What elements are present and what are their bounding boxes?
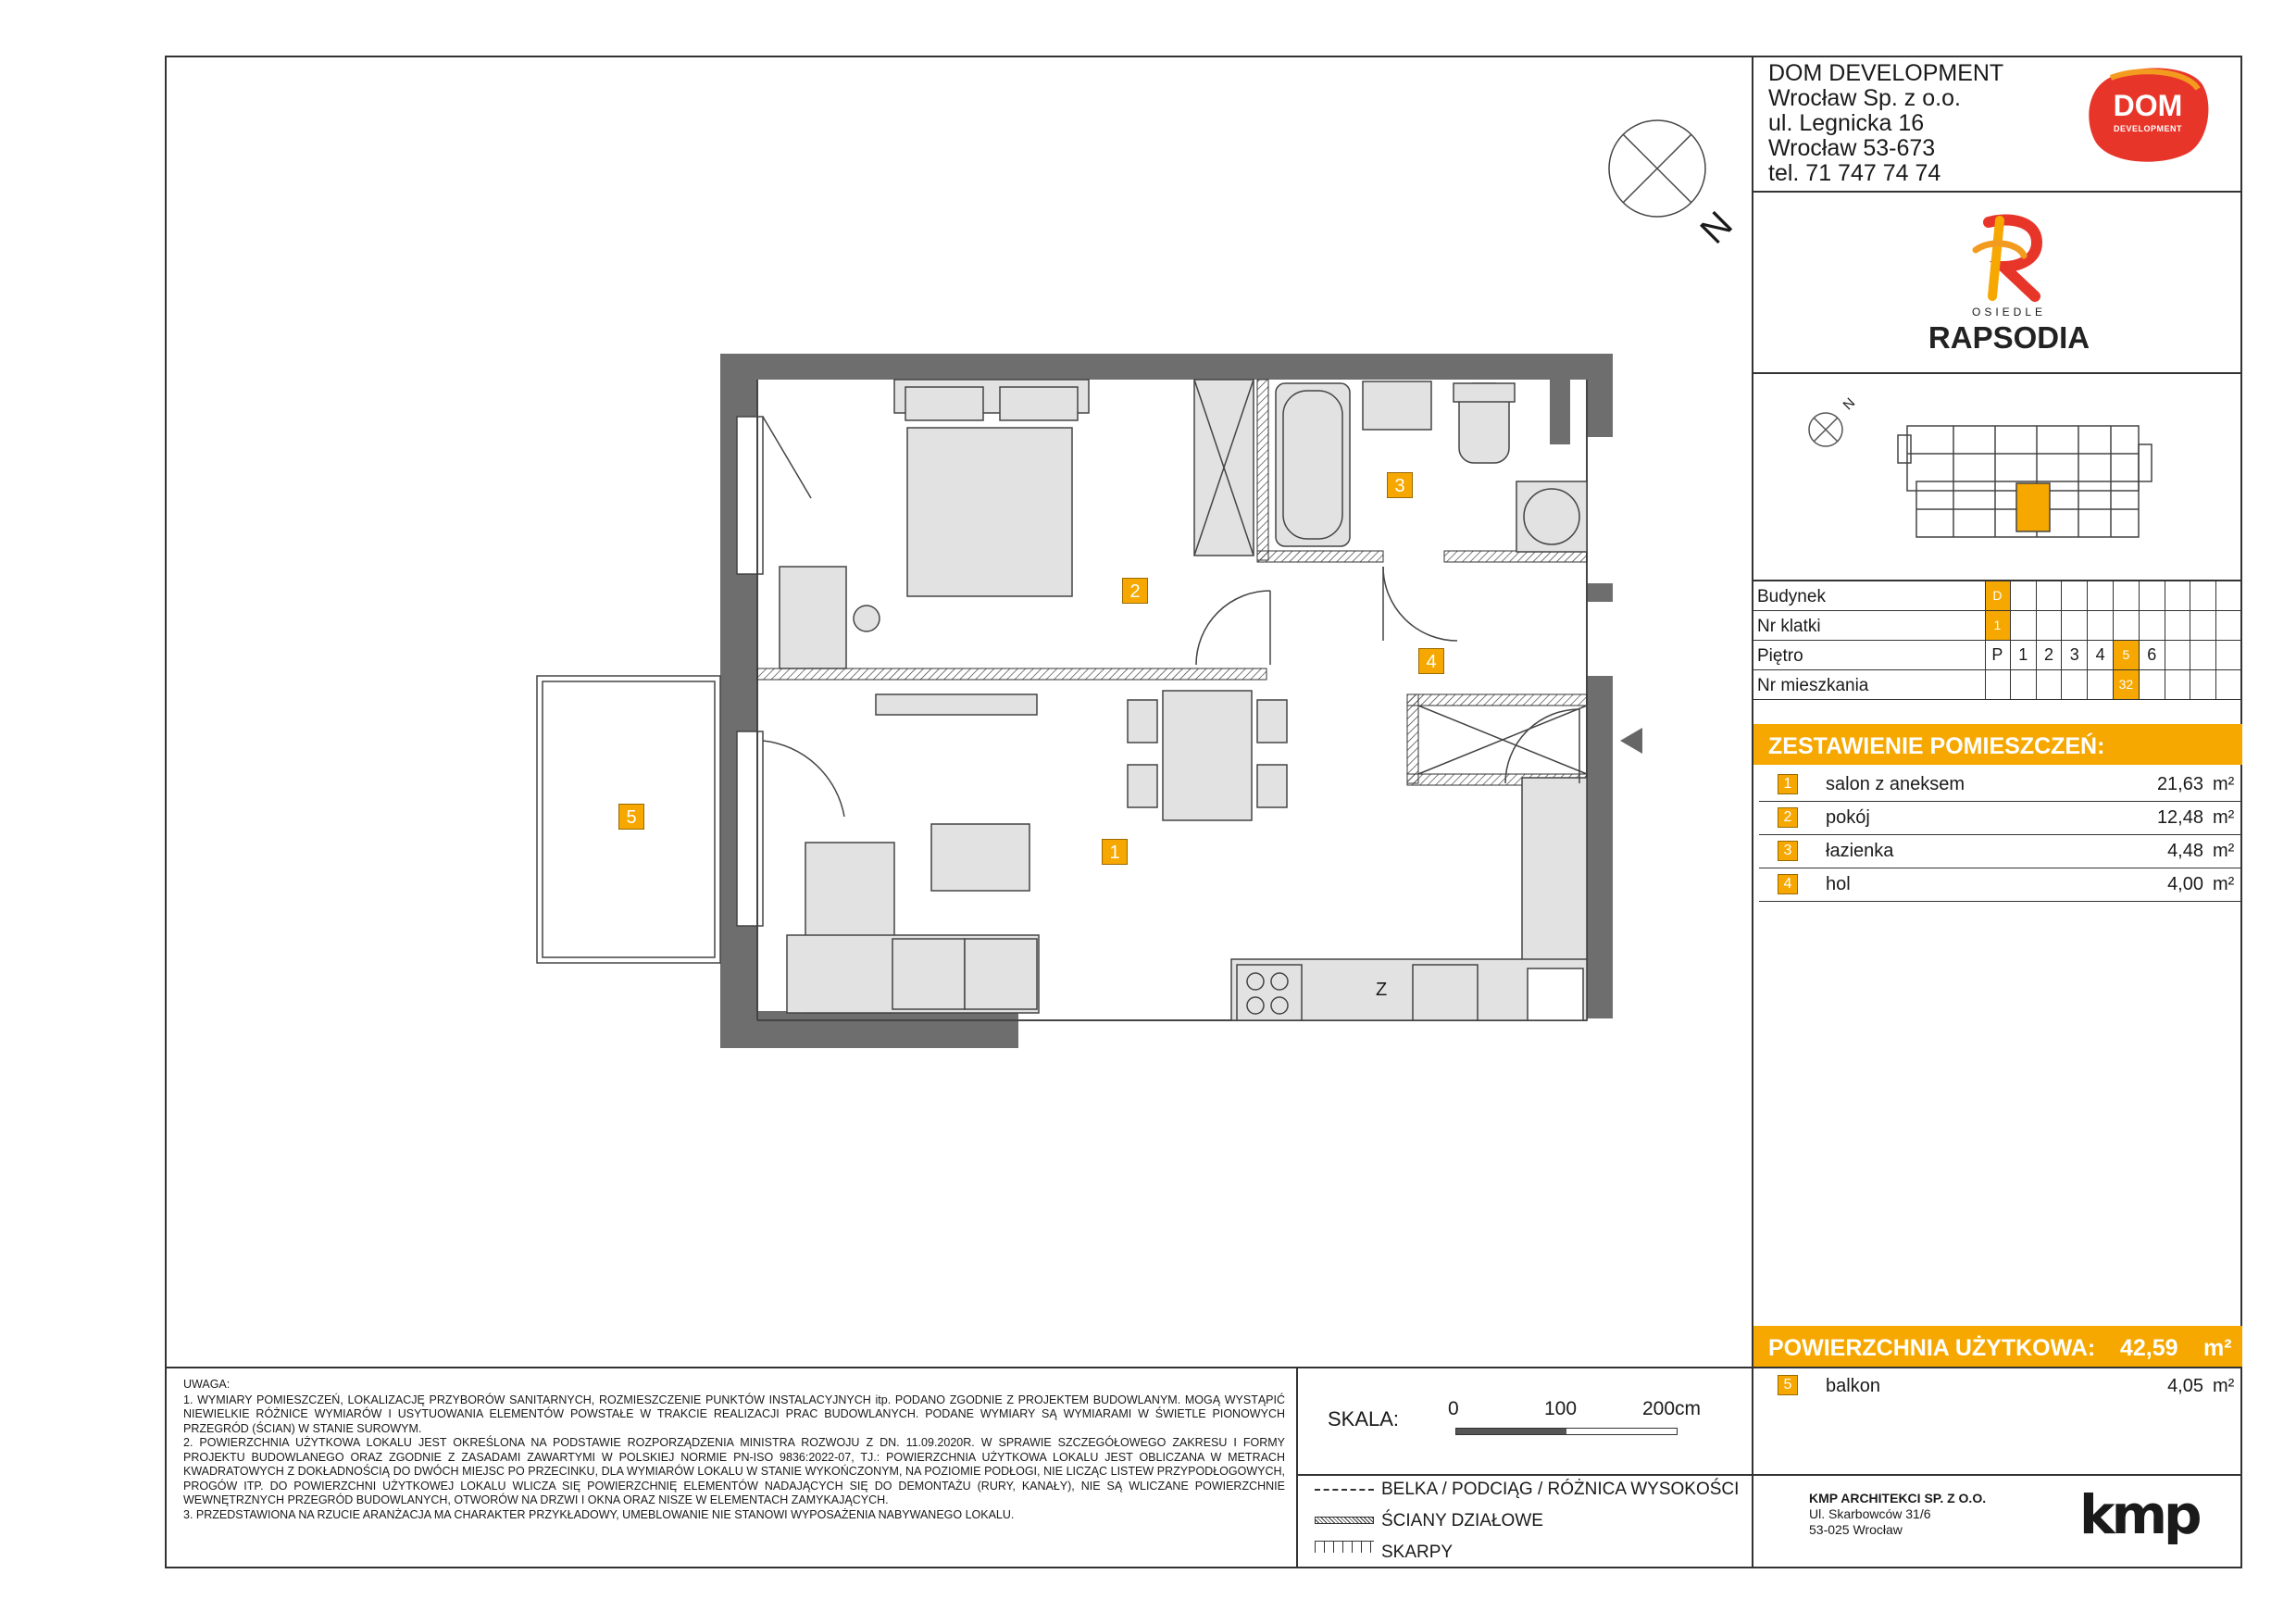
legend-walls: ŚCIANY DZIAŁOWE	[1381, 1511, 1543, 1530]
room-area: 4,00	[2167, 874, 2203, 894]
usable-area-unit: m²	[2203, 1335, 2232, 1361]
company-name: DOM DEVELOPMENT	[1768, 60, 2004, 86]
room-row	[1759, 768, 2240, 802]
room-badge-5: 5	[618, 804, 644, 830]
info-cell	[2190, 611, 2216, 641]
info-cell	[2165, 641, 2191, 670]
room-name: łazienka	[1826, 841, 1894, 861]
info-cell	[2190, 581, 2216, 611]
architect-street: Ul. Skarbowców 31/6	[1809, 1506, 1931, 1521]
company-city: Wrocław 53-673	[1768, 135, 1936, 161]
floor-plan	[518, 343, 1666, 1074]
info-cell: 3	[2062, 641, 2088, 670]
info-cell: 32	[2114, 670, 2140, 700]
info-cell	[2011, 670, 2037, 700]
kmp-logo: kmp	[2079, 1483, 2199, 1546]
info-cell: 5	[2114, 641, 2140, 670]
info-cell	[2216, 581, 2242, 611]
info-cell: 1	[2011, 641, 2037, 670]
room-number-badge: 2	[1778, 807, 1798, 828]
info-row-label: Budynek	[1757, 587, 1826, 606]
room-row	[1759, 868, 2240, 902]
info-cell	[2165, 670, 2191, 700]
scale-tick-0: 0	[1448, 1398, 1459, 1419]
notes-scale-divider	[1296, 1367, 1298, 1568]
usable-area-value: 42,59	[2120, 1335, 2178, 1361]
info-row-label: Nr klatki	[1757, 617, 1821, 636]
room-name: salon z aneksem	[1826, 774, 1965, 794]
usable-area-label: POWIERZCHNIA UŻYTKOWA:	[1768, 1335, 2096, 1361]
room-number-badge: 4	[1778, 874, 1798, 894]
notes	[183, 1378, 1285, 1522]
room-badge-4: 4	[1418, 648, 1444, 674]
note-2: 2. POWIERZCHNIA UŻYTKOWA LOKALU JEST OKREŚLONA NA PODSTAWIE ROZPORZĄDZENIA MINISTRA ROZWOJU Z DN. 11.09.2020R. W SPRAWIE SZCZEGÓŁOWEGO ZAKRESU I FORMY PROJEKTU BUDOWLANEGO ORAZ ZGODNIE Z ZASADAMI ZAWARTYMI W POLSKIEJ NORMIE PN-ISO 9836:2022-07, TJ.: POWIERZCHNIA UŻYTKOWA LOKALU JEST OBLICZANA W METRACH KWADRATOWYCH Z DOKŁADNOŚCIĄ DO DWÓCH MIEJSC PO PRZECINKU, DLA WYMIARÓW LOKALU W STANIE WYKOŃCZONYM, NA POZIOMIE PODŁOGI, NIE LICZĄC LISTEW PRZYPODŁOGOWYCH, PROGÓW ITP. DO POWIERZCHNI UŻYTKOWEJ LOKALU WLICZA SIĘ POWIERZCHNIĘ ELEMENTÓW NADAJĄCYCH SIĘ DO DEMONTAŻU (RURY, KANAŁY), NIE SĄ WLICZANE POWIERZCHNIE WEWNĘTRZNYCH PRZEGRÓD BUDOWLANYCH, OTWORÓW NA DRZWI I OKNA ORAZ NISZE W ELEMENTACH ZAMYKAJĄCYCH.	[183, 1436, 1285, 1506]
legend-slopes-symbol	[1315, 1541, 1374, 1553]
info-cell	[2062, 581, 2088, 611]
unit-info-table	[1753, 581, 2242, 702]
info-cell	[2190, 641, 2216, 670]
estate-name: RAPSODIA	[1928, 320, 2090, 355]
room-area: 21,63	[2156, 774, 2203, 794]
info-cell	[1985, 670, 2011, 700]
architect-name: KMP ARCHITEKCI SP. Z O.O.	[1809, 1491, 1987, 1505]
room-unit: m²	[2213, 874, 2235, 894]
estate-divider	[1752, 372, 2242, 374]
info-cell	[2062, 611, 2088, 641]
compass-north-label: N	[1692, 204, 1741, 252]
info-cell	[2216, 641, 2242, 670]
estate-logo	[1907, 211, 2111, 359]
key-plan-north-label: N	[1840, 394, 1859, 414]
architect-city: 53-025 Wrocław	[1809, 1522, 1903, 1537]
scale-label: SKALA:	[1328, 1407, 1400, 1430]
room-name: hol	[1826, 874, 1851, 894]
info-cell: 6	[2140, 641, 2165, 670]
info-cell	[2165, 611, 2191, 641]
room-row	[1759, 835, 2240, 868]
info-cell: D	[1985, 581, 2011, 611]
notes-divider	[165, 1367, 1753, 1368]
info-cell	[2114, 611, 2140, 641]
info-cell	[2140, 581, 2165, 611]
architect-divider	[1752, 1474, 2242, 1476]
scale-tick-200: 200cm	[1642, 1398, 1702, 1419]
info-cell	[2011, 581, 2037, 611]
legend-beam-symbol	[1315, 1489, 1374, 1491]
note-1: 1. WYMIARY POMIESZCZEŃ, LOKALIZACJĘ PRZYBORÓW SANITARNYCH, ROZMIESZCZENIE PUNKTÓW INSTALACYJNYCH itp. PODANO ZGODNIE Z PROJEKTEM BUDOWLANYM. MOGĄ WYSTĄPIĆ NIEWIELKIE RÓŻNICE WYMIARÓW I USYTUOWANIA ELEMENTÓW POWSTAŁE W TRAKCIE REALIZACJI PRAC BUDOWLANYCH. PODANE WYMIARY SĄ WYMIARAMI W ŚWIETLE PIONOWYCH PRZEGRÓD (ŚCIAN) W STANIE SUROWYM.	[183, 1393, 1285, 1435]
room-badge-1: 1	[1102, 839, 1128, 865]
info-cell	[2165, 581, 2191, 611]
room-area: 12,48	[2156, 807, 2203, 828]
room-number-badge: 1	[1778, 774, 1798, 794]
key-plan	[1796, 394, 2203, 565]
room-unit: m²	[2213, 774, 2235, 794]
legend-walls-symbol	[1315, 1517, 1374, 1524]
info-cell	[2140, 670, 2165, 700]
info-cell: P	[1985, 641, 2011, 670]
dom-logo-text: DOM	[2113, 89, 2183, 122]
info-row-label: Nr mieszkania	[1757, 676, 1869, 695]
info-cell: 2	[2037, 641, 2063, 670]
info-cell	[2088, 581, 2114, 611]
usable-area-bar	[1753, 1326, 2242, 1367]
company-phone: tel. 71 747 74 74	[1768, 160, 1941, 186]
fridge-label: Z	[1376, 980, 1388, 1000]
room-badge-2: 2	[1122, 578, 1148, 604]
balcony-row	[1759, 1370, 2240, 1404]
info-cell	[2216, 670, 2242, 700]
info-cell	[2140, 611, 2165, 641]
info-row-line	[1753, 610, 1985, 611]
info-cell	[2011, 611, 2037, 641]
info-cell	[2216, 611, 2242, 641]
dom-logo-subtext: DEVELOPMENT	[2113, 124, 2182, 133]
info-row-line	[1753, 640, 1985, 641]
note-3: 3. PRZEDSTAWIONA NA RZUCIE ARANŻACJA MA CHARAKTER PRZYKŁADOWY, UMEBLOWANIE NIE STANOWI WYPOSAŻENIA NABYWANEGO LOKALU.	[183, 1507, 1015, 1521]
balcony-name: balkon	[1826, 1376, 1880, 1396]
info-cell	[2037, 581, 2063, 611]
info-cell	[2114, 581, 2140, 611]
rooms-header: ZESTAWIENIE POMIESZCZEŃ:	[1753, 724, 2242, 765]
estate-prefix: OSIEDLE	[1971, 306, 2047, 319]
room-unit: m²	[2213, 841, 2235, 861]
info-cell: 1	[1985, 611, 2011, 641]
scale-legend-divider	[1296, 1474, 1753, 1476]
dom-development-logo	[2083, 65, 2213, 165]
room-area: 4,48	[2167, 841, 2203, 861]
info-cell	[2062, 670, 2088, 700]
balcony-area: 4,05	[2167, 1376, 2203, 1396]
legend-beam: BELKA / PODCIĄG / RÓŻNICA WYSOKOŚCI	[1381, 1480, 1740, 1499]
architect-info	[1809, 1491, 1986, 1538]
balcony-divider	[1752, 1367, 2242, 1368]
legend-slopes: SKARPY	[1381, 1543, 1454, 1562]
info-cell	[2088, 611, 2114, 641]
company-info	[1768, 61, 2003, 186]
info-cell	[2190, 670, 2216, 700]
info-cell	[2037, 670, 2063, 700]
scale-bar	[1455, 1428, 1678, 1435]
compass-rose	[1607, 119, 1741, 252]
company-divider	[1752, 191, 2242, 193]
room-unit: m²	[2213, 807, 2235, 828]
room-name: pokój	[1826, 807, 1870, 828]
room-number-badge: 3	[1778, 841, 1798, 861]
company-street: ul. Legnicka 16	[1768, 110, 1925, 136]
balcony-unit: m²	[2213, 1376, 2235, 1396]
room-row	[1759, 802, 2240, 835]
company-entity: Wrocław Sp. z o.o.	[1768, 85, 1961, 111]
info-row-line	[1753, 699, 1985, 700]
balcony-badge: 5	[1778, 1375, 1798, 1395]
room-badge-3: 3	[1387, 472, 1413, 498]
info-cell	[2037, 611, 2063, 641]
notes-title: UWAGA:	[183, 1378, 231, 1391]
scale-tick-100: 100	[1544, 1398, 1578, 1419]
info-row-line	[1753, 669, 1985, 670]
info-cell: 4	[2088, 641, 2114, 670]
info-label-divider	[1985, 581, 1986, 700]
info-row-label: Piętro	[1757, 646, 1803, 666]
info-cell	[2088, 670, 2114, 700]
